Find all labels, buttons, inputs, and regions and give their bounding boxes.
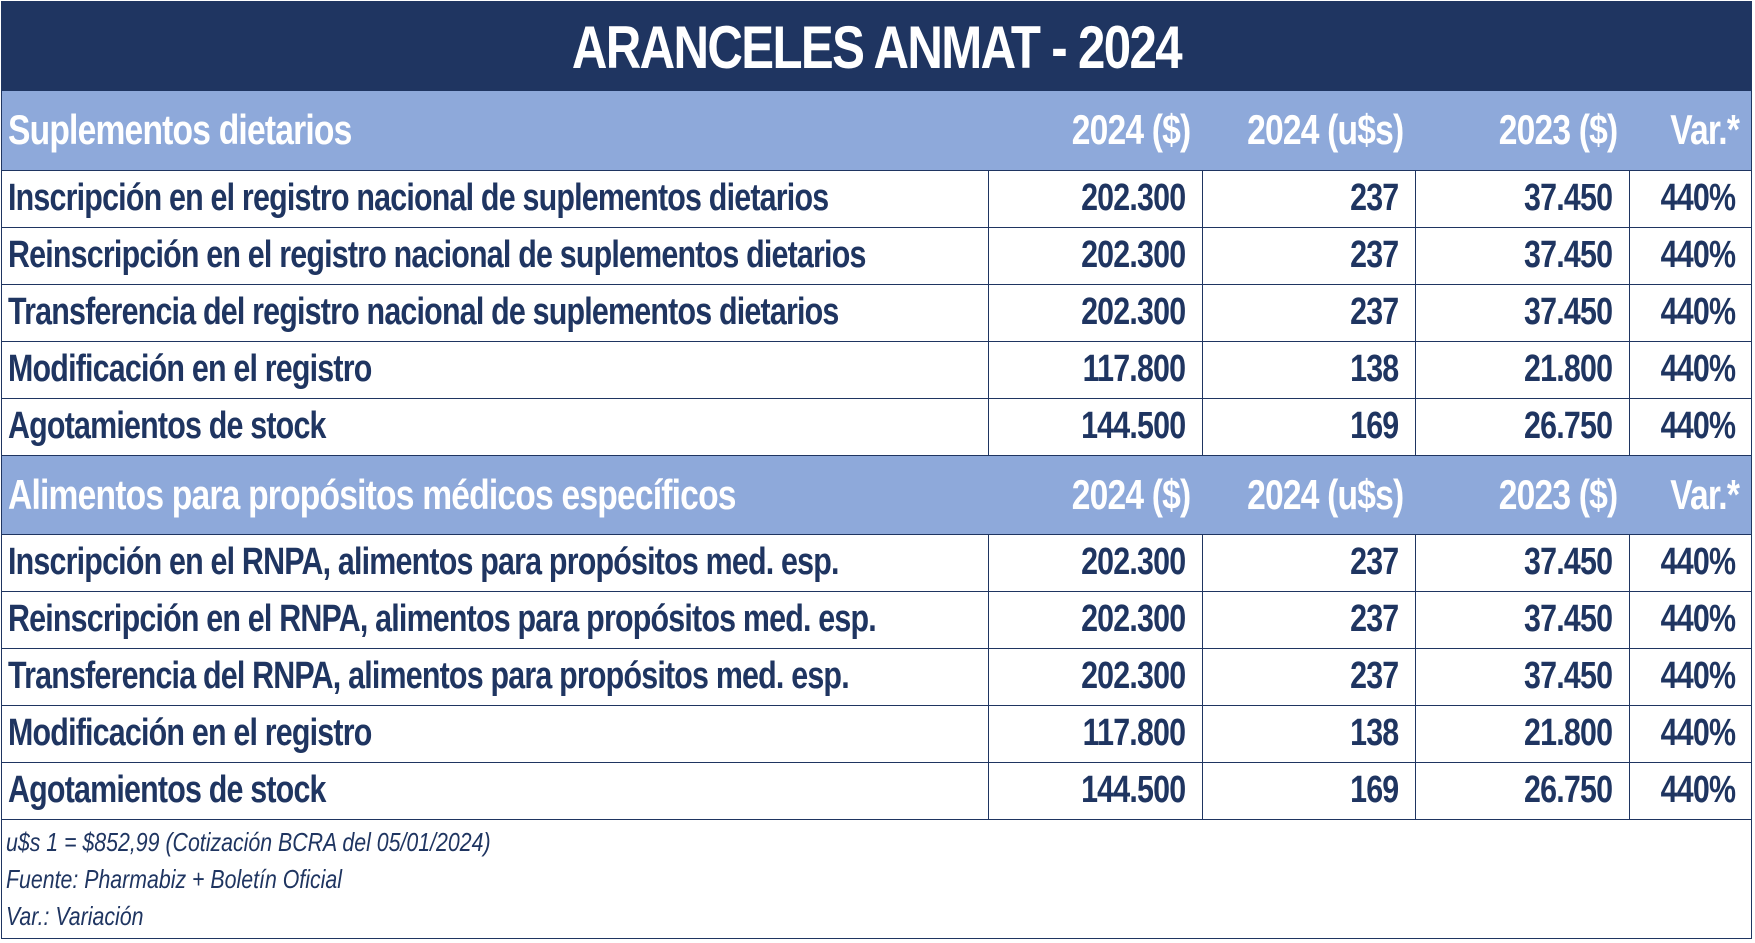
table-row	[2, 648, 1751, 705]
value-text: 440%	[1660, 655, 1735, 697]
tariff-table-figure	[1, 1, 1752, 939]
value-text: 138	[1350, 712, 1399, 754]
column-header	[1202, 91, 1415, 170]
footnote-variation: Var.: Variación	[6, 900, 144, 931]
value-cell	[1415, 341, 1629, 398]
table-row	[2, 398, 1751, 455]
row-label	[2, 227, 988, 284]
section-title-text: Alimentos para propósitos médicos específicos	[8, 470, 736, 518]
section-header	[2, 455, 1751, 534]
value-cell	[988, 284, 1202, 341]
value-text: 37.450	[1524, 655, 1613, 697]
value-cell	[988, 227, 1202, 284]
column-header	[988, 455, 1202, 534]
row-label	[2, 284, 988, 341]
row-label	[2, 341, 988, 398]
value-text: 37.450	[1524, 234, 1613, 276]
footnote-exchange-rate: u$s 1 = $852,99 (Cotización BCRA del 05/01/2024)	[6, 826, 491, 857]
value-cell	[1202, 170, 1415, 227]
table-body	[2, 91, 1751, 819]
value-text: 202.300	[1081, 177, 1186, 219]
value-cell	[988, 341, 1202, 398]
row-label	[2, 762, 988, 819]
section-header	[2, 91, 1751, 170]
value-text: 440%	[1660, 234, 1735, 276]
value-cell	[1415, 591, 1629, 648]
value-cell	[1629, 591, 1751, 648]
value-cell	[1202, 341, 1415, 398]
value-text: 440%	[1660, 291, 1735, 333]
value-text: 440%	[1660, 598, 1735, 640]
value-cell	[1629, 227, 1751, 284]
value-cell	[988, 170, 1202, 227]
table-row	[2, 705, 1751, 762]
column-header-text: 2024 (u$s)	[1247, 106, 1404, 154]
section-title	[2, 455, 988, 534]
column-header	[1415, 91, 1629, 170]
column-header-text: Var.*	[1670, 106, 1739, 154]
value-cell	[1415, 762, 1629, 819]
value-text: 440%	[1660, 541, 1735, 583]
row-label	[2, 534, 988, 591]
value-text: 21.800	[1524, 712, 1613, 754]
column-header	[988, 91, 1202, 170]
value-cell	[1629, 284, 1751, 341]
footnotes	[2, 820, 1751, 935]
value-text: 117.800	[1082, 348, 1186, 390]
value-cell	[1629, 705, 1751, 762]
value-cell	[1202, 284, 1415, 341]
value-text: 37.450	[1524, 291, 1613, 333]
value-cell	[988, 534, 1202, 591]
value-text: 37.450	[1524, 598, 1613, 640]
value-cell	[988, 648, 1202, 705]
table-row	[2, 591, 1751, 648]
value-text: 440%	[1660, 405, 1735, 447]
row-label-text: Transferencia del registro nacional de suplementos dietarios	[8, 291, 839, 333]
value-cell	[988, 591, 1202, 648]
value-cell	[1629, 170, 1751, 227]
title-bar	[2, 2, 1751, 91]
column-header	[1415, 455, 1629, 534]
value-text: 202.300	[1081, 541, 1186, 583]
value-cell	[1629, 534, 1751, 591]
value-cell	[1629, 398, 1751, 455]
value-cell	[1415, 227, 1629, 284]
value-text: 237	[1350, 598, 1399, 640]
value-text: 237	[1350, 234, 1399, 276]
row-label-text: Inscripción en el RNPA, alimentos para propósitos med. esp.	[8, 541, 839, 583]
value-cell	[1202, 227, 1415, 284]
value-cell	[1202, 591, 1415, 648]
value-cell	[1415, 648, 1629, 705]
value-text: 202.300	[1081, 234, 1186, 276]
row-label-text: Agotamientos de stock	[8, 769, 326, 811]
value-text: 440%	[1660, 769, 1735, 811]
table-row	[2, 284, 1751, 341]
table-row	[2, 762, 1751, 819]
value-text: 237	[1350, 291, 1399, 333]
row-label-text: Modificación en el registro	[8, 712, 372, 754]
value-text: 169	[1350, 769, 1399, 811]
value-cell	[1202, 534, 1415, 591]
row-label-text: Transferencia del RNPA, alimentos para propósitos med. esp.	[8, 655, 849, 697]
value-text: 117.800	[1082, 712, 1186, 754]
value-cell	[988, 398, 1202, 455]
column-header-text: Var.*	[1670, 470, 1739, 518]
value-cell	[1629, 648, 1751, 705]
value-cell	[988, 762, 1202, 819]
column-header-text: 2023 ($)	[1498, 470, 1617, 518]
value-text: 202.300	[1081, 598, 1186, 640]
value-cell	[988, 705, 1202, 762]
row-label-text: Reinscripción en el registro nacional de suplementos dietarios	[8, 234, 866, 276]
table-row	[2, 534, 1751, 591]
value-text: 237	[1350, 655, 1399, 697]
row-label	[2, 591, 988, 648]
value-text: 440%	[1660, 348, 1735, 390]
table-title: ARANCELES ANMAT - 2024	[571, 14, 1182, 81]
section-title	[2, 91, 988, 170]
row-label	[2, 398, 988, 455]
row-label-text: Reinscripción en el RNPA, alimentos para propósitos med. esp.	[8, 598, 876, 640]
value-cell	[1629, 341, 1751, 398]
column-header-text: 2024 (u$s)	[1247, 470, 1404, 518]
column-header-text: 2024 ($)	[1071, 106, 1190, 154]
value-text: 37.450	[1524, 541, 1613, 583]
value-text: 237	[1350, 177, 1399, 219]
value-cell	[1629, 762, 1751, 819]
value-cell	[1415, 534, 1629, 591]
column-header	[1202, 455, 1415, 534]
column-header	[1629, 91, 1751, 170]
row-label-text: Inscripción en el registro nacional de suplementos dietarios	[8, 177, 829, 219]
footnote-source: Fuente: Pharmabiz + Boletín Oficial	[6, 863, 342, 894]
value-cell	[1415, 398, 1629, 455]
table-row	[2, 341, 1751, 398]
value-text: 26.750	[1524, 405, 1613, 447]
value-cell	[1202, 648, 1415, 705]
row-label-text: Agotamientos de stock	[8, 405, 326, 447]
value-text: 37.450	[1524, 177, 1613, 219]
value-text: 26.750	[1524, 769, 1613, 811]
value-text: 440%	[1660, 712, 1735, 754]
row-label	[2, 648, 988, 705]
value-text: 202.300	[1081, 655, 1186, 697]
value-cell	[1415, 284, 1629, 341]
value-text: 169	[1350, 405, 1399, 447]
table-row	[2, 170, 1751, 227]
value-text: 440%	[1660, 177, 1735, 219]
value-cell	[1202, 705, 1415, 762]
value-cell	[1202, 398, 1415, 455]
value-cell	[1415, 170, 1629, 227]
value-cell	[1415, 705, 1629, 762]
value-text: 202.300	[1081, 291, 1186, 333]
column-header	[1629, 455, 1751, 534]
value-text: 144.500	[1081, 769, 1186, 811]
tariff-table	[2, 91, 1751, 820]
value-cell	[1202, 762, 1415, 819]
row-label	[2, 170, 988, 227]
value-text: 237	[1350, 541, 1399, 583]
table-row	[2, 227, 1751, 284]
value-text: 21.800	[1524, 348, 1613, 390]
row-label	[2, 705, 988, 762]
value-text: 138	[1350, 348, 1399, 390]
column-header-text: 2024 ($)	[1071, 470, 1190, 518]
value-text: 144.500	[1081, 405, 1186, 447]
section-title-text: Suplementos dietarios	[8, 106, 352, 154]
row-label-text: Modificación en el registro	[8, 348, 372, 390]
column-header-text: 2023 ($)	[1498, 106, 1617, 154]
